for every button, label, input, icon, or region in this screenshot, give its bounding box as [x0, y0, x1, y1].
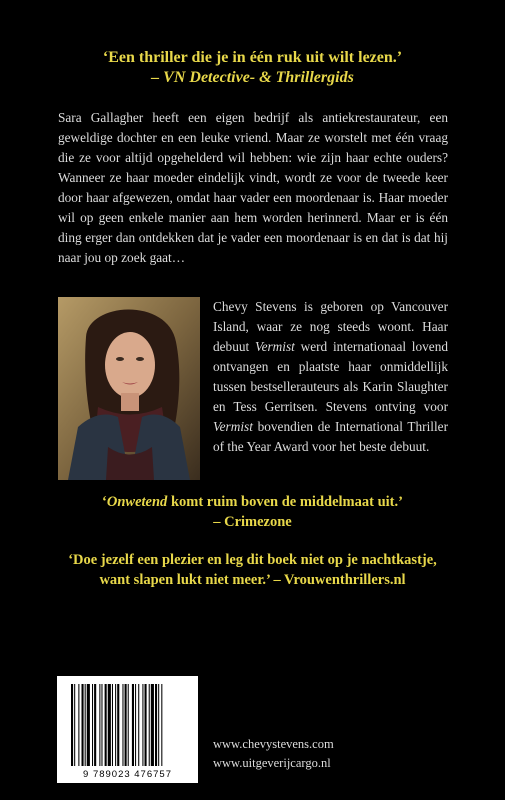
- bottom-review-quote: [0, 550, 505, 590]
- bio-title1: Vermist: [254, 339, 295, 354]
- url-publisher[interactable]: www.uitgeverijcargo.nl: [213, 756, 331, 770]
- middle-review-quote: [0, 492, 505, 532]
- author-photo: [58, 297, 200, 480]
- author-bio: [213, 297, 448, 457]
- top-review-quote: [0, 48, 505, 88]
- bottom-quote-line1: ‘Doe jezelf een plezier en leg dit boek niet op je nachtkastje,: [68, 552, 437, 568]
- top-quote-text: ‘Een thriller die je in één ruk uit wilt lezen.’: [102, 49, 403, 66]
- mid-quote-title: Onwetend: [106, 494, 168, 510]
- barcode-bars: [57, 676, 198, 783]
- url-author[interactable]: www.chevystevens.com: [213, 737, 334, 751]
- top-quote-source: – VN Detective- & Thrillergids: [151, 69, 354, 86]
- book-blurb: Sara Gallagher heeft een eigen bedrijf als antiekrestaurateur, een geweldige dochter en een leuke vriend. Maar ze worstelt met één vraag die ze voor altijd opgehelderd wil hebben: wie zijn haar echte ouders? Wanneer ze haar moeder eindelijk vindt, wordt ze voor de tweede keer door haar afgewezen, omdat haar vader een moordenaar is. Haar moeder wil op geen enkele manier aan hem worden herinnerd. Maar er is één ding erger dan ontdekken dat je vader een moordenaar is en dat is dat hij naar jou op zoek gaat…: [58, 110, 448, 265]
- bio-part2: werd internationaal lovend ontvangen en plaatste haar onmiddellijk tussen bestsellerauteurs als Karin Slaughter en Tess Gerritsen. Stevens ontving voor: [213, 339, 448, 414]
- isbn-barcode: [57, 676, 198, 783]
- bio-part1: Chevy Stevens is geboren op Vancouver Island, waar ze nog steeds woont. Haar debuut: [213, 299, 448, 354]
- website-links: [213, 735, 453, 773]
- bottom-quote-line2: want slapen lukt niet meer.’ – Vrouwenthrillers.nl: [99, 572, 406, 588]
- mid-quote-source: – Crimezone: [213, 514, 292, 530]
- barcode-number: 9 789023 476757: [83, 769, 172, 780]
- mid-quote-open: ‘: [102, 494, 107, 510]
- bio-part3: bovendien de International Thriller of the Year Award voor het beste debuut.: [213, 419, 448, 454]
- bio-title2: Vermist: [213, 419, 253, 434]
- mid-quote-text: komt ruim boven de middelmaat uit.’: [167, 494, 403, 510]
